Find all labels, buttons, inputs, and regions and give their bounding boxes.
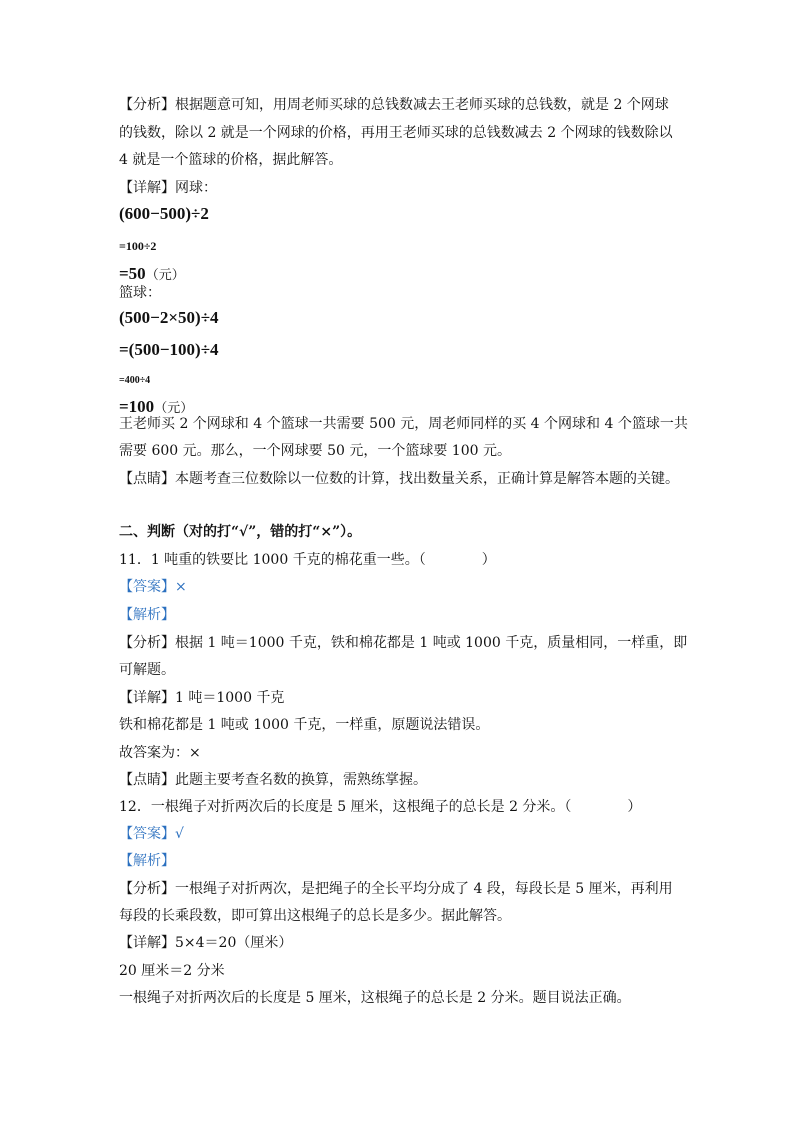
q11-question: 11．1 吨重的铁要比 1000 千克的棉花重一些。（ ）: [119, 552, 496, 568]
conclusion1-line2: 需要 600 元。那么，一个网球要 50 元，一个篮球要 100 元。: [119, 443, 511, 459]
q12-detail-line2: 20 厘米＝2 分米: [119, 963, 225, 979]
q11-detail-line1: 【详解】1 吨＝1000 千克: [119, 690, 285, 706]
math-line-5: =(500−100)÷4: [119, 340, 219, 359]
math-result-100: =100: [119, 397, 155, 416]
analysis1-line2: 的钱数，除以 2 就是一个网球的价格，再用王老师买球的总钱数减去 2 个网球的钱数除以: [119, 125, 673, 141]
q11-comment: 【点睛】此题主要考查名数的换算，需熟练掌握。: [119, 772, 427, 788]
q11-detail-line3: 故答案为：×: [119, 745, 201, 761]
detail1-label2: 篮球：: [119, 285, 161, 301]
q11-jiexi: 【解析】: [119, 607, 175, 623]
detail1-label: 【详解】网球：: [119, 180, 217, 196]
q11-detail-line2: 铁和棉花都是 1 吨或 1000 千克，一样重，原题说法错误。: [119, 717, 490, 733]
math-result-50: =50: [119, 264, 146, 283]
q11-analysis-line1: 【分析】根据 1 吨＝1000 千克，铁和棉花都是 1 吨或 1000 千克，质量相同，一样重，即: [119, 635, 688, 651]
unit-yuan-2: （元）: [154, 401, 194, 416]
math-line-4: (500−2×50)÷4: [119, 308, 219, 327]
q11-analysis-line2: 可解题。: [119, 662, 175, 678]
comment1: 【点睛】本题考查三位数除以一位数的计算，找出数量关系，正确计算是解答本题的关键。: [119, 471, 679, 487]
math-line-1: (600−500)÷2: [119, 204, 209, 223]
conclusion1-line1: 王老师买 2 个网球和 4 个篮球一共需要 500 元，周老师同样的买 4 个网球和 4 个篮球一共: [119, 416, 688, 432]
q12-question: 12．一根绳子对折两次后的长度是 5 厘米，这根绳子的总长是 2 分米。（ ）: [119, 799, 642, 815]
q12-jiexi: 【解析】: [119, 853, 175, 869]
analysis1-line1: 【分析】根据题意可知，用周老师买球的总钱数减去王老师买球的总钱数，就是 2 个网球: [119, 97, 669, 113]
analysis1-line3: 4 就是一个篮球的价格，据此解答。: [119, 152, 343, 168]
q12-analysis-line1: 【分析】一根绳子对折两次，是把绳子的全长平均分成了 4 段，每段长是 5 厘米，再利用: [119, 881, 673, 897]
q12-answer: 【答案】√: [119, 826, 184, 842]
math-line-6: =400÷4: [119, 375, 151, 386]
q11-answer: 【答案】×: [119, 579, 187, 595]
q12-detail-line3: 一根绳子对折两次后的长度是 5 厘米，这根绳子的总长是 2 分米。题目说法正确。: [119, 990, 631, 1006]
section-title: 二、判断（对的打“√”，错的打“×”）。: [119, 524, 362, 540]
math-line-2: =100÷2: [119, 239, 157, 253]
unit-yuan: （元）: [145, 268, 185, 283]
q12-analysis-line2: 每段的长乘段数，即可算出这根绳子的总长是多少。据此解答。: [119, 908, 511, 924]
q12-detail-line1: 【详解】5×4＝20（厘米）: [119, 935, 293, 951]
